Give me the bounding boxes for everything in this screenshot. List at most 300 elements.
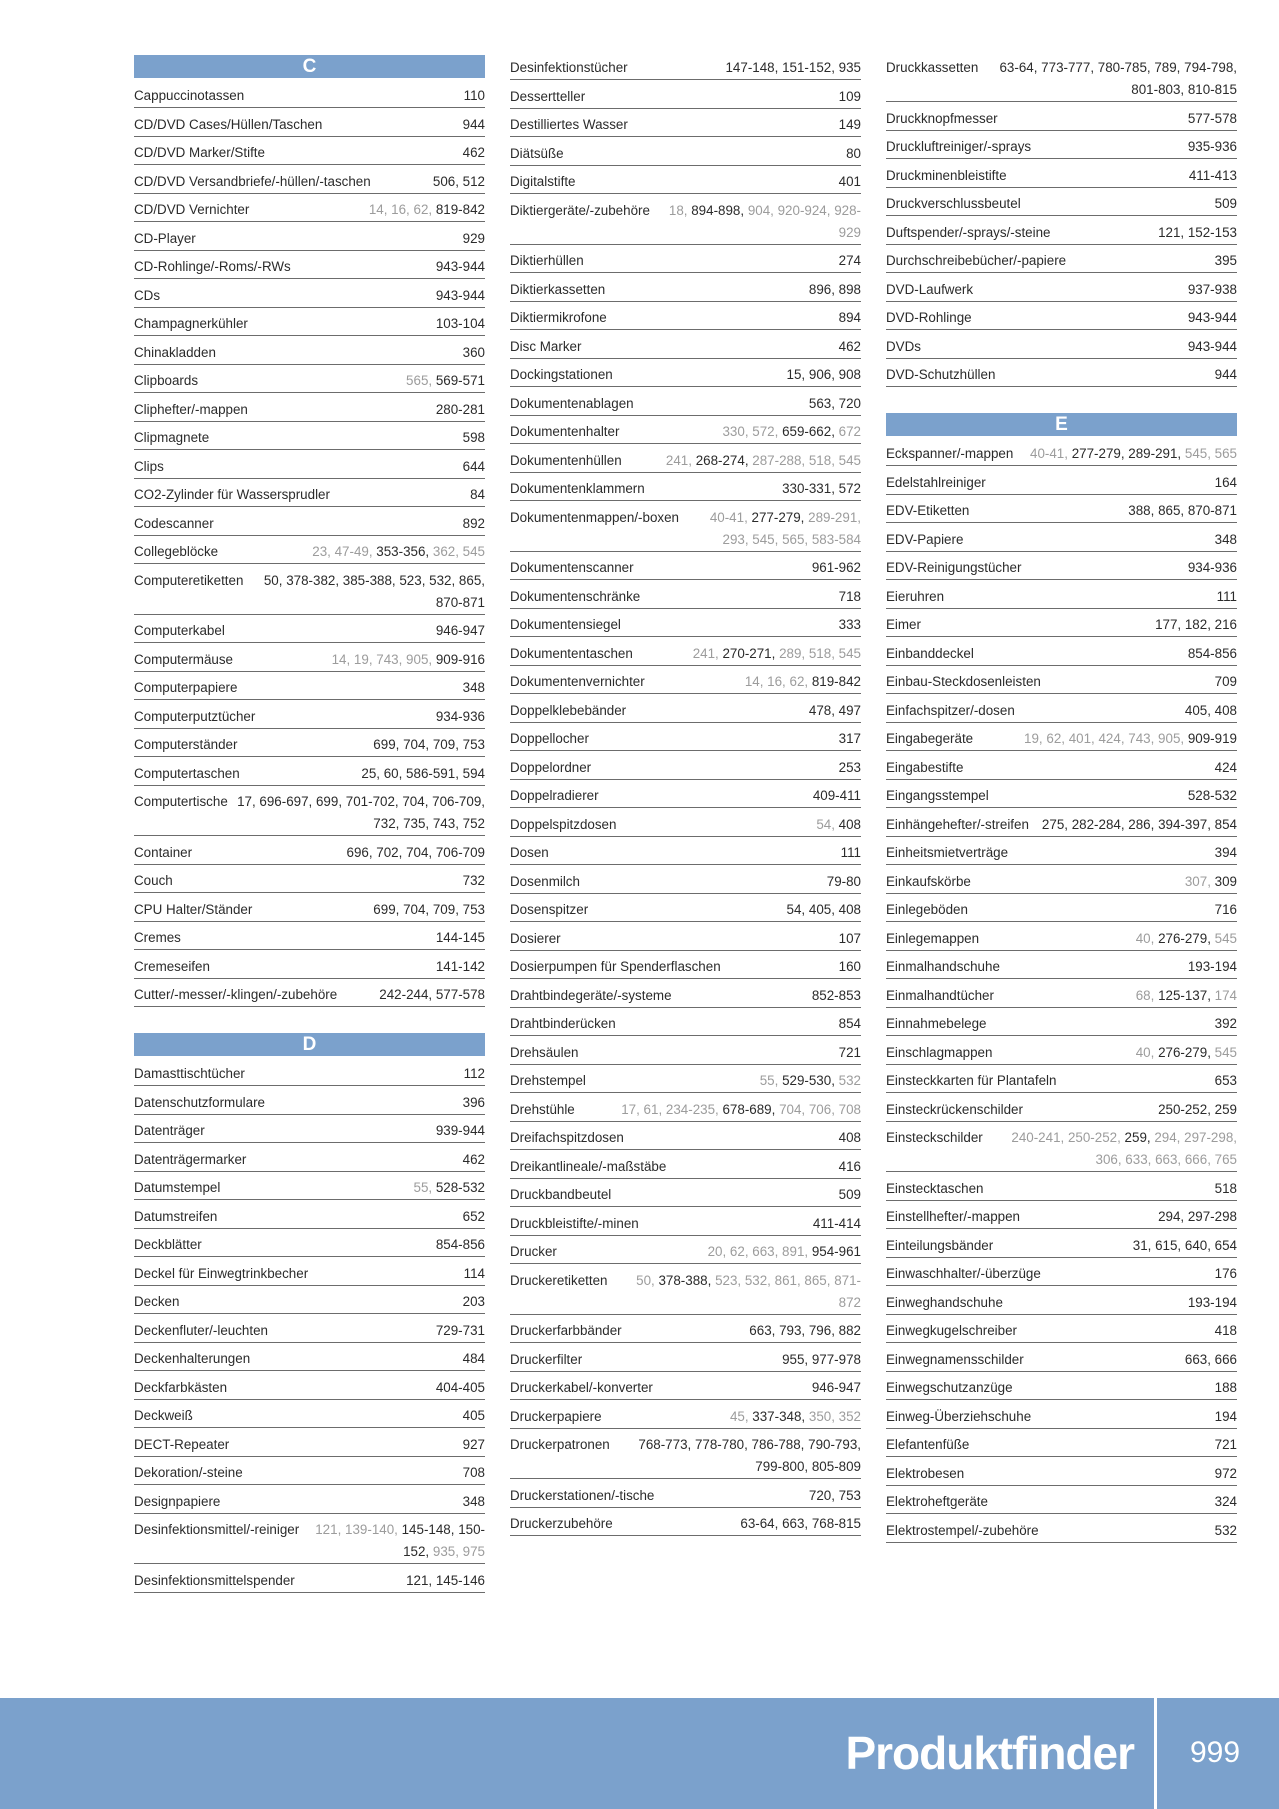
index-entry	[510, 55, 861, 80]
page-refs	[1015, 165, 1237, 187]
primary-page-ref: 854-856	[1187, 645, 1237, 661]
index-term: Diktiergeräte/-zubehöre	[510, 202, 650, 218]
index-term: Druckeretiketten	[510, 1272, 608, 1288]
page-refs	[228, 1177, 485, 1199]
secondary-page-ref: 121, 139-140,	[315, 1522, 402, 1537]
page-refs	[613, 279, 861, 301]
page-refs	[1037, 814, 1237, 836]
index-entry	[510, 1011, 861, 1036]
index-entry	[886, 755, 1237, 780]
page-refs	[661, 1377, 861, 1399]
index-term: Decken	[134, 1294, 180, 1309]
index-term: Druckkassetten	[886, 60, 979, 75]
page-refs	[303, 1570, 485, 1592]
secondary-page-ref: 40,	[1135, 930, 1159, 946]
index-term: Codescanner	[134, 515, 214, 531]
secondary-page-ref: 523, 532, 861, 865, 871-872	[715, 1272, 861, 1310]
index-entry	[510, 1318, 861, 1343]
primary-page-ref: 203	[462, 1294, 485, 1309]
page-refs	[584, 171, 862, 193]
index-entry	[510, 698, 861, 723]
secondary-page-ref: 287-288, 518, 545	[752, 452, 861, 468]
primary-page-ref: 121, 145-146	[406, 1572, 485, 1588]
index-term: Computertaschen	[134, 765, 240, 781]
page-refs	[599, 757, 861, 779]
primary-page-ref: 424	[1214, 759, 1237, 775]
page-refs	[615, 307, 861, 329]
primary-page-ref: 110	[463, 88, 485, 103]
primary-page-ref: 509	[838, 1187, 861, 1202]
primary-page-ref: 330-331, 572	[782, 481, 861, 496]
primary-page-ref: 937-938	[1187, 281, 1237, 297]
secondary-page-ref: 307,	[1184, 873, 1215, 889]
index-term: Einlegeböden	[886, 902, 968, 917]
secondary-page-ref: 19, 62, 401, 424, 743, 905,	[1024, 731, 1188, 746]
page-refs	[1049, 671, 1237, 693]
page-refs	[662, 1485, 861, 1507]
secondary-page-ref: 330, 572,	[722, 424, 783, 439]
primary-page-ref: 160	[838, 959, 861, 974]
index-entry	[134, 897, 485, 922]
secondary-page-ref: 68,	[1135, 987, 1159, 1003]
index-entry	[510, 869, 861, 894]
section-header-c: C	[134, 55, 485, 78]
primary-page-ref: 506, 512	[432, 173, 485, 189]
section-header-d: D	[134, 1033, 485, 1056]
page-refs	[653, 478, 861, 500]
secondary-page-ref: 40-41,	[709, 509, 752, 525]
page-refs	[256, 399, 485, 421]
page-refs	[977, 500, 1237, 522]
index-term: Einhängehefter/-streifen	[886, 816, 1029, 832]
index-term: Eieruhren	[886, 588, 945, 604]
primary-page-ref: 509	[1214, 196, 1237, 211]
index-term: Druckerpapiere	[510, 1408, 602, 1424]
index-entry	[510, 1347, 861, 1372]
page-refs	[642, 557, 861, 579]
primary-page-ref: 894-898,	[691, 202, 748, 218]
primary-page-ref: 392	[1214, 1016, 1237, 1031]
page-refs	[201, 1405, 485, 1427]
primary-page-ref: 405	[462, 1408, 485, 1423]
page-refs	[189, 927, 485, 949]
index-entry	[886, 1233, 1237, 1258]
primary-page-ref: 696, 702, 704, 706-709	[346, 844, 485, 860]
secondary-page-ref: 17, 61, 234-235,	[621, 1101, 723, 1117]
page-refs	[316, 1263, 485, 1285]
index-term: Drucker	[510, 1244, 557, 1259]
index-entry	[886, 1176, 1237, 1201]
page-refs	[225, 1206, 485, 1228]
index-term: Desinfektionstücher	[510, 60, 628, 75]
page-refs	[226, 541, 485, 563]
primary-page-ref: 388, 865, 870-871	[1128, 503, 1237, 518]
index-term: Elefantenfüße	[886, 1437, 970, 1452]
index-entry	[886, 555, 1237, 580]
primary-page-ref: 277-279,	[751, 509, 809, 525]
footer-divider	[1154, 1698, 1157, 1809]
index-term: Collegeblöcke	[134, 544, 219, 559]
primary-page-ref: 275, 282-284, 286, 394-397, 854	[1041, 816, 1237, 832]
primary-page-ref: 943-944	[1187, 310, 1237, 325]
index-term: Cutter/-messer/-klingen/-zubehöre	[134, 987, 338, 1002]
index-term: Einschlagmappen	[886, 1044, 993, 1060]
primary-page-ref: 348	[462, 1493, 485, 1509]
page-refs	[641, 643, 861, 665]
page-refs	[607, 785, 861, 807]
primary-page-ref: 563, 720	[808, 395, 861, 411]
index-entry	[510, 840, 861, 865]
primary-page-ref: 109	[838, 88, 861, 104]
page-refs	[590, 1349, 861, 1371]
page-refs	[204, 228, 485, 250]
index-column-1	[134, 55, 485, 1596]
index-term: Druckerstationen/-tische	[510, 1487, 655, 1503]
index-entry	[510, 1154, 861, 1179]
page-refs	[588, 871, 861, 893]
primary-page-ref: 732	[462, 873, 485, 888]
page-refs	[235, 1377, 485, 1399]
page-refs	[630, 450, 861, 472]
index-entry	[886, 1432, 1237, 1457]
primary-page-ref: 103-104	[435, 316, 485, 331]
page-refs	[593, 86, 861, 108]
primary-page-ref: 112	[463, 1066, 485, 1081]
primary-page-ref: 309	[1214, 873, 1237, 889]
page-refs	[224, 342, 485, 364]
page-refs	[245, 677, 485, 699]
page-refs	[621, 1513, 861, 1535]
index-entry	[134, 1375, 485, 1400]
index-term: Druckverschlussbeutel	[886, 196, 1021, 211]
page-refs	[217, 427, 485, 449]
secondary-page-ref: 362, 545	[432, 544, 485, 559]
index-term: Einlegemappen	[886, 930, 980, 946]
index-term: Dreifachspitzdosen	[510, 1130, 624, 1145]
page-refs	[263, 706, 485, 728]
page-refs	[991, 1127, 1237, 1171]
page-refs	[187, 1291, 485, 1313]
index-entry	[134, 982, 485, 1007]
index-entry	[886, 163, 1237, 188]
index-term: Cremes	[134, 930, 181, 945]
primary-page-ref: 909-919	[1187, 731, 1237, 746]
index-term: Doppelradierer	[510, 788, 599, 803]
index-entry	[134, 539, 485, 564]
page-refs	[929, 336, 1237, 358]
index-term: Deckfarbkästen	[134, 1379, 228, 1395]
index-term: Einsteckkarten für Plantafeln	[886, 1073, 1057, 1088]
index-term: Dokumentenvernichter	[510, 674, 645, 689]
page-refs	[952, 586, 1237, 608]
primary-page-ref: 852-853	[811, 987, 861, 1003]
primary-page-ref: 529-530,	[782, 1073, 839, 1088]
primary-page-ref: 411-413	[1188, 167, 1237, 183]
index-entry	[886, 498, 1237, 523]
index-entry	[886, 1040, 1237, 1065]
index-entry	[510, 954, 861, 979]
index-term: Eingangsstempel	[886, 788, 989, 803]
primary-page-ref: 972	[1214, 1465, 1237, 1481]
index-entry	[510, 783, 861, 808]
index-term: Drehsäulen	[510, 1044, 579, 1060]
secondary-page-ref: 532	[838, 1073, 861, 1088]
index-entry	[510, 476, 861, 501]
index-entry	[510, 305, 861, 330]
primary-page-ref: 663, 793, 796, 882	[749, 1323, 861, 1338]
primary-page-ref: 337-348,	[752, 1408, 809, 1424]
primary-page-ref: 478, 497	[808, 702, 861, 718]
index-entry	[886, 584, 1237, 609]
primary-page-ref: 939-944	[435, 1123, 485, 1138]
index-entry	[134, 1204, 485, 1229]
section-header-e: E	[886, 413, 1237, 436]
index-term: Datenträger	[134, 1123, 205, 1138]
primary-page-ref: 177, 182, 216	[1155, 617, 1237, 632]
page-refs	[1008, 956, 1237, 978]
primary-page-ref: 250-252, 259	[1158, 1101, 1237, 1117]
primary-page-ref: 401	[838, 174, 861, 189]
index-entry	[510, 1483, 861, 1508]
page-refs	[982, 643, 1237, 665]
index-entry	[134, 283, 485, 308]
primary-page-ref: 484	[462, 1351, 485, 1366]
index-entry	[134, 1147, 485, 1172]
index-entry	[134, 1318, 485, 1343]
index-column-2	[510, 55, 861, 1540]
primary-page-ref: 79-80	[826, 873, 861, 889]
index-term: Computeretiketten	[134, 572, 244, 588]
index-term: Deckenhalterungen	[134, 1351, 251, 1366]
page-refs	[586, 1042, 861, 1064]
page-refs	[981, 728, 1237, 750]
page-refs	[237, 1434, 485, 1456]
primary-page-ref: 54, 405, 408	[786, 902, 861, 917]
secondary-page-ref: 545	[1214, 1044, 1237, 1060]
index-entry	[134, 397, 485, 422]
page-refs	[1064, 1070, 1237, 1092]
page-refs	[1006, 108, 1237, 130]
index-entry	[134, 954, 485, 979]
index-term: Drahtbindegeräte/-systeme	[510, 987, 672, 1003]
primary-page-ref: 395	[1214, 253, 1237, 268]
index-entry	[134, 761, 485, 786]
index-entry	[886, 470, 1237, 495]
primary-page-ref: 768-773, 778-780, 786-788, 790-793, 799-800, 805-809	[638, 1437, 861, 1474]
page-refs	[642, 393, 861, 415]
index-entry	[510, 1239, 861, 1264]
index-term: DECT-Repeater	[134, 1436, 230, 1452]
index-term: Dessertteller	[510, 88, 586, 104]
index-entry	[886, 954, 1237, 979]
primary-page-ref: 353-356,	[376, 544, 433, 559]
index-term: Datenschutzformulare	[134, 1094, 265, 1110]
page-refs	[569, 928, 861, 950]
index-term: Diktierkassetten	[510, 281, 606, 297]
primary-page-ref: 405, 408	[1184, 702, 1237, 718]
index-term: Designpapiere	[134, 1493, 221, 1509]
index-entry	[134, 140, 485, 165]
primary-page-ref: 644	[462, 458, 485, 474]
primary-page-ref: 896, 898	[808, 281, 861, 297]
primary-page-ref: 84	[470, 487, 485, 502]
primary-page-ref: 854	[838, 1016, 861, 1031]
page-refs	[616, 1270, 862, 1314]
page-refs	[273, 1092, 485, 1114]
index-entry	[510, 812, 861, 837]
index-term: EDV-Papiere	[886, 531, 964, 547]
page-refs	[1016, 842, 1237, 864]
page-refs	[1032, 1349, 1237, 1371]
secondary-page-ref: 45,	[729, 1408, 753, 1424]
index-term: DVD-Schutzhüllen	[886, 367, 996, 382]
primary-page-ref: 598	[462, 430, 485, 445]
index-entry	[510, 112, 861, 137]
page-refs	[572, 143, 861, 165]
index-term: Eingabestifte	[886, 759, 964, 775]
page-refs	[971, 529, 1237, 551]
index-entry	[510, 84, 861, 109]
page-refs	[1029, 557, 1237, 579]
page-refs	[653, 671, 861, 693]
index-term: Eingabegeräte	[886, 731, 974, 746]
page-refs	[172, 456, 485, 478]
index-term: Dosierer	[510, 930, 561, 946]
primary-page-ref: 944	[462, 116, 485, 132]
index-entry	[510, 198, 861, 245]
index-entry	[134, 1460, 485, 1485]
secondary-page-ref: 904, 920-924, 928-929	[747, 202, 861, 240]
page-refs	[648, 586, 861, 608]
index-term: Elektrostempel/-zubehöre	[886, 1522, 1039, 1538]
primary-page-ref: 333	[838, 617, 861, 632]
primary-page-ref: 721	[838, 1044, 861, 1060]
page-refs	[680, 985, 861, 1007]
primary-page-ref: 270-271,	[722, 645, 780, 661]
index-entry	[510, 1211, 861, 1236]
primary-page-ref: 268-274,	[695, 452, 753, 468]
secondary-page-ref: 935, 975	[432, 1544, 485, 1559]
index-term: CD/DVD Cases/Hüllen/Taschen	[134, 116, 323, 132]
primary-page-ref: 894	[838, 310, 861, 325]
index-term: Couch	[134, 873, 173, 888]
index-entry	[510, 277, 861, 302]
index-entry	[510, 1125, 861, 1150]
index-entry	[886, 1097, 1237, 1122]
index-entry	[134, 197, 485, 222]
primary-page-ref: 274	[838, 253, 861, 268]
page-refs	[630, 1320, 861, 1342]
index-entry	[134, 1261, 485, 1286]
page-refs	[583, 1099, 861, 1121]
page-refs	[345, 984, 485, 1006]
index-entry	[886, 983, 1237, 1008]
index-entry	[886, 1318, 1237, 1343]
secondary-page-ref: 672	[838, 424, 861, 439]
index-entry	[886, 783, 1237, 808]
page-refs	[299, 256, 485, 278]
page-refs	[997, 785, 1237, 807]
primary-page-ref: 193-194	[1187, 1294, 1237, 1310]
primary-page-ref: 164	[1214, 474, 1237, 490]
index-term: Einwaschhalter/-überzüge	[886, 1266, 1041, 1281]
index-entry	[510, 1097, 861, 1122]
index-term: Diktiermikrofone	[510, 310, 607, 325]
index-entry	[134, 1517, 485, 1564]
page-refs	[252, 85, 485, 107]
index-entry	[134, 868, 485, 893]
index-term: Einwegschutzanzüge	[886, 1380, 1013, 1395]
index-term: CO2-Zylinder für Wassersprudler	[134, 487, 330, 502]
page-refs	[253, 1063, 485, 1085]
index-term: Druckerfilter	[510, 1351, 583, 1367]
index-term: Deckel für Einwegtrinkbecher	[134, 1265, 309, 1281]
index-entry	[886, 1261, 1237, 1286]
index-entry	[510, 983, 861, 1008]
page-refs	[994, 472, 1237, 494]
index-term: Destilliertes Wasser	[510, 117, 628, 132]
index-entry	[134, 1232, 485, 1257]
index-entry	[134, 311, 485, 336]
secondary-page-ref: 241,	[665, 452, 696, 468]
index-entry	[886, 1125, 1237, 1172]
index-entry	[886, 698, 1237, 723]
primary-page-ref: 699, 704, 709, 753	[373, 901, 485, 917]
primary-page-ref: 929	[462, 230, 485, 246]
page-refs	[618, 1434, 861, 1478]
secondary-page-ref: 18,	[668, 202, 692, 218]
index-term: Dockingstationen	[510, 367, 613, 382]
page-refs	[1023, 700, 1237, 722]
primary-page-ref: 944	[1214, 367, 1237, 382]
index-term: Dosenmilch	[510, 873, 580, 889]
primary-page-ref: 348	[462, 680, 485, 695]
page-refs	[338, 484, 485, 506]
index-entry	[510, 505, 861, 552]
secondary-page-ref: 20, 62, 663, 891,	[707, 1244, 812, 1259]
page-refs	[276, 1320, 485, 1342]
index-term: Dokumententaschen	[510, 645, 633, 661]
page-refs	[972, 1463, 1237, 1485]
footer-bar	[0, 1698, 1279, 1809]
index-entry	[886, 1068, 1237, 1093]
index-term: CD/DVD Marker/Stifte	[134, 145, 265, 160]
index-term: Container	[134, 844, 193, 860]
index-entry	[134, 1432, 485, 1457]
page-refs	[980, 307, 1237, 329]
primary-page-ref: 25, 60, 586-591, 594	[361, 765, 485, 781]
primary-page-ref: 819-842	[435, 202, 485, 217]
index-entry	[886, 441, 1237, 466]
page-refs	[1025, 1320, 1237, 1342]
index-term: Einmalhandtücher	[886, 987, 994, 1003]
index-entry	[886, 248, 1237, 273]
primary-page-ref: 934-936	[1187, 560, 1237, 575]
index-term: Dokumentenmappen/-boxen	[510, 509, 679, 525]
index-entry	[134, 482, 485, 507]
page-refs	[979, 871, 1237, 893]
index-entry	[510, 1182, 861, 1207]
primary-page-ref: 652	[462, 1208, 485, 1224]
page-refs	[210, 1234, 485, 1256]
index-entry	[510, 1375, 861, 1400]
page-refs	[218, 956, 485, 978]
index-term: Deckweiß	[134, 1408, 193, 1423]
index-term: EDV-Etiketten	[886, 503, 970, 518]
page-refs	[929, 614, 1237, 636]
index-term: Datumstempel	[134, 1180, 221, 1195]
primary-page-ref: 276-279,	[1158, 1044, 1215, 1060]
